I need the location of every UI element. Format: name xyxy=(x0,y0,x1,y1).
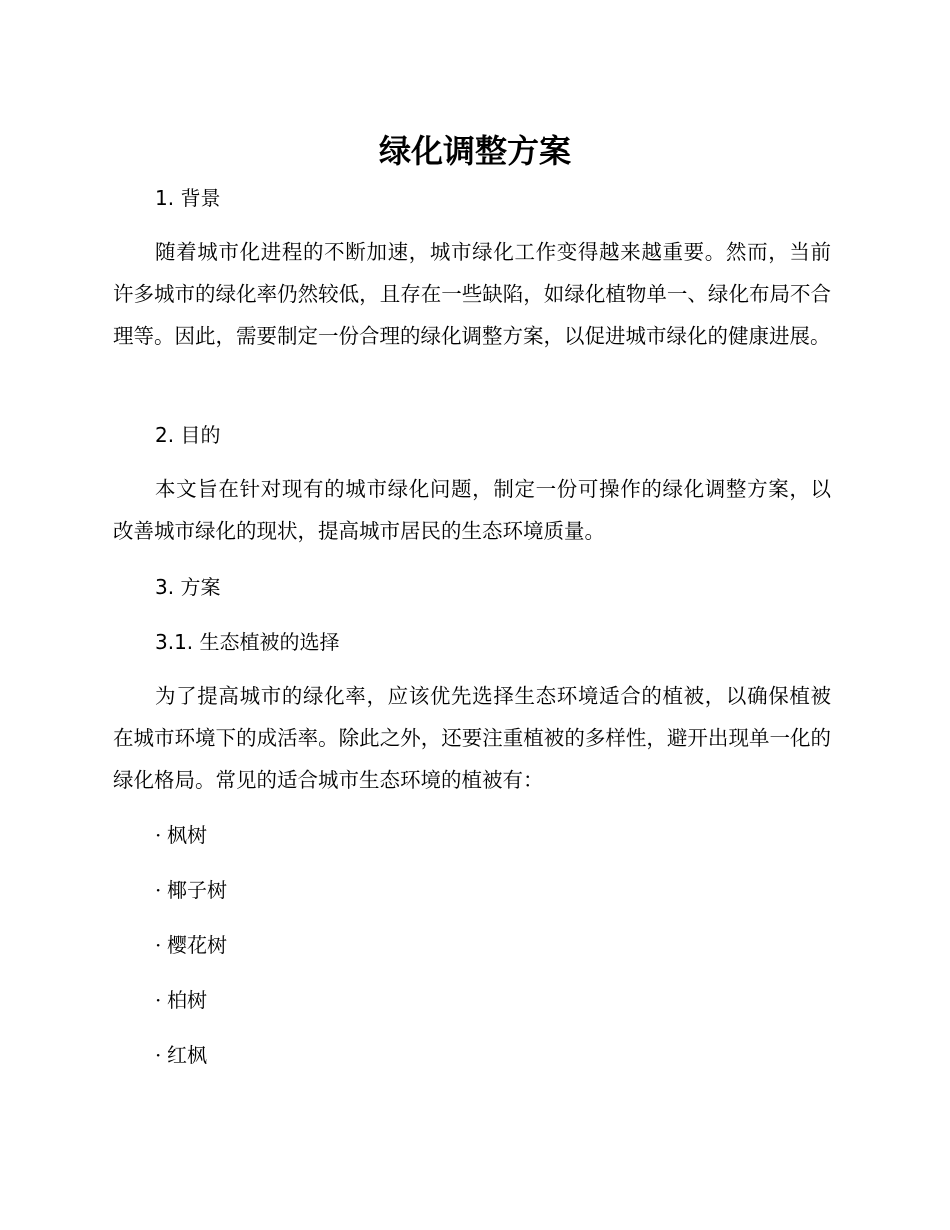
document-title: 绿化调整方案 xyxy=(378,132,571,170)
list-item xyxy=(155,875,227,905)
purpose-paragraph: 本文旨在针对现有的城市绿化问题，制定一份可操作的绿化调整方案，以改善城市绿化的现状，提高城市居民的生态环境质量。 xyxy=(113,477,831,543)
list-item xyxy=(155,930,227,960)
bullet-icon: · xyxy=(155,988,162,1012)
bullet-icon: · xyxy=(155,823,162,847)
subsection-heading-vegetation: 3.1. 生态植被的选择 xyxy=(155,630,340,654)
list-item-label: 红枫 xyxy=(167,1043,207,1067)
list-item xyxy=(155,820,207,850)
list-item xyxy=(155,985,207,1015)
bullet-icon: · xyxy=(155,933,162,957)
section-heading-background: 1. 背景 xyxy=(155,186,221,210)
bullet-icon: · xyxy=(155,878,162,902)
section-heading-purpose: 2. 目的 xyxy=(155,423,221,447)
vegetation-paragraph: 为了提高城市的绿化率，应该优先选择生态环境适合的植被，以确保植被在城市环境下的成活率。除此之外，还要注重植被的多样性，避开出现单一化的绿化格局。常见的适合城市生态环境的植被有： xyxy=(113,684,831,792)
list-item-label: 椰子树 xyxy=(167,878,227,902)
list-item-label: 樱花树 xyxy=(167,933,227,957)
section-heading-plan: 3. 方案 xyxy=(155,575,221,599)
list-item-label: 枫树 xyxy=(167,823,207,847)
list-item xyxy=(155,1040,207,1070)
bullet-icon: · xyxy=(155,1043,162,1067)
list-item-label: 柏树 xyxy=(167,988,207,1012)
background-paragraph: 随着城市化进程的不断加速，城市绿化工作变得越来越重要。然而，当前许多城市的绿化率仍然较低，且存在一些缺陷，如绿化植物单一、绿化布局不合理等。因此，需要制定一份合理的绿化调整方案，以促进城市绿化的健康进展。 xyxy=(113,240,831,348)
